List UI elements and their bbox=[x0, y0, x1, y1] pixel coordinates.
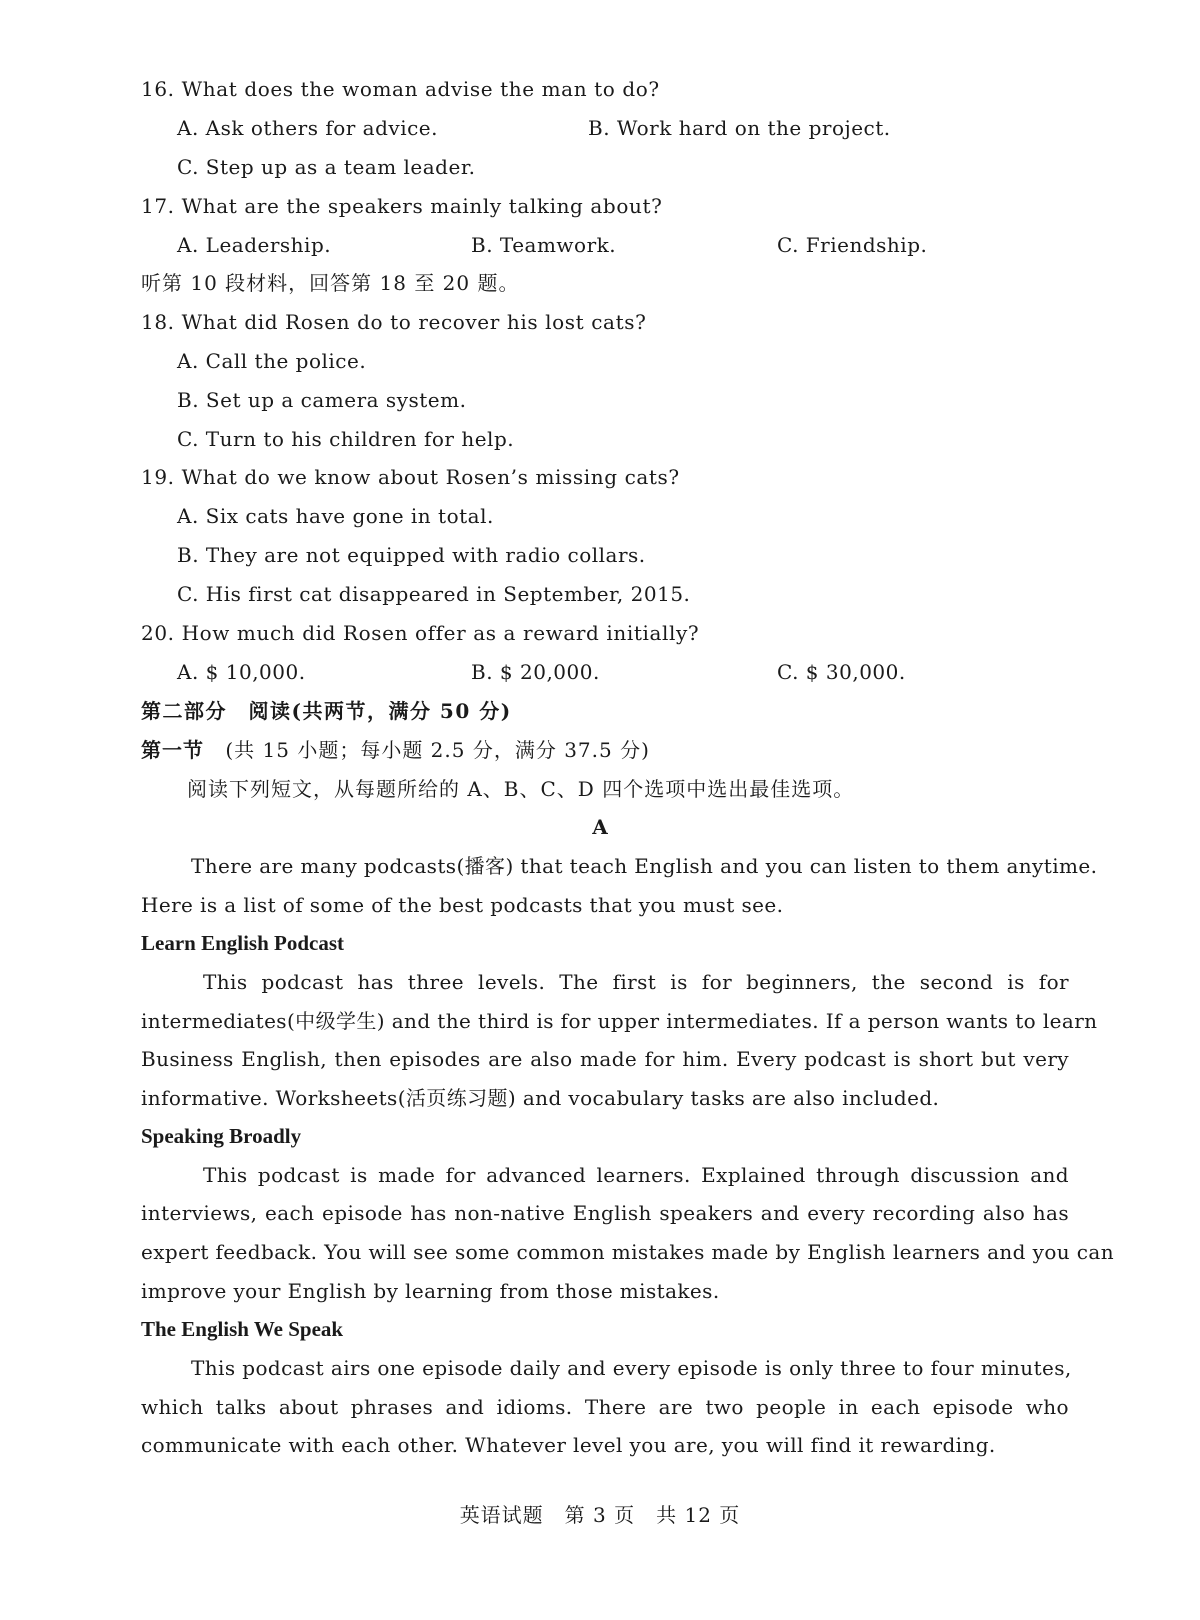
question-19-option-a: A. Six cats have gone in total. bbox=[177, 504, 494, 528]
question-18-option-b: B. Set up a camera system. bbox=[177, 388, 467, 412]
question-20-option-b: B. $ 20,000. bbox=[471, 660, 600, 684]
podcast-title-learn-english: Learn English Podcast bbox=[141, 931, 345, 955]
podcast-2-line-1: This podcast is made for advanced learners. Explained through discussion and bbox=[203, 1163, 1069, 1187]
question-19-option-b: B. They are not equipped with radio collars. bbox=[177, 543, 646, 567]
podcast-2-line-3: expert feedback. You will see some common mistakes made by English learners and you can bbox=[141, 1240, 1115, 1264]
podcast-2-line-2: interviews, each episode has non-native English speakers and every recording also has bbox=[141, 1201, 1069, 1225]
podcast-3-line-1: This podcast airs one episode daily and every episode is only three to four minutes, bbox=[191, 1356, 1072, 1380]
part-2-title: 第二部分 阅读(共两节，满分 50 分) bbox=[141, 699, 512, 723]
question-17-stem: 17. What are the speakers mainly talking about? bbox=[141, 194, 663, 218]
passage-intro-line-2: Here is a list of some of the best podcasts that you must see. bbox=[141, 893, 784, 917]
podcast-1-line-4: informative. Worksheets(活页练习题) and vocabulary tasks are also included. bbox=[141, 1086, 940, 1110]
podcast-2-line-4: improve your English by learning from those mistakes. bbox=[141, 1279, 720, 1303]
question-16-option-a: A. Ask others for advice. bbox=[177, 116, 438, 140]
question-16-option-c: C. Step up as a team leader. bbox=[177, 155, 476, 179]
podcast-1-line-1: This podcast has three levels. The first is for beginners, the second is for bbox=[203, 970, 1069, 994]
question-20-option-c: C. $ 30,000. bbox=[777, 660, 906, 684]
question-16-option-b: B. Work hard on the project. bbox=[588, 116, 891, 140]
page-footer: 英语试题 第 3 页 共 12 页 bbox=[459, 1503, 741, 1527]
podcast-3-line-2: which talks about phrases and idioms. There are two people in each episode who bbox=[141, 1395, 1069, 1419]
question-20-stem: 20. How much did Rosen offer as a reward initially? bbox=[141, 621, 700, 645]
question-17-option-b: B. Teamwork. bbox=[471, 233, 617, 257]
podcast-1-line-3: Business English, then episodes are also made for him. Every podcast is short but very bbox=[141, 1047, 1069, 1071]
question-17-option-a: A. Leadership. bbox=[177, 233, 332, 257]
podcast-title-speaking-broadly: Speaking Broadly bbox=[141, 1124, 302, 1148]
podcast-title-english-we-speak: The English We Speak bbox=[141, 1317, 344, 1341]
question-18-option-c: C. Turn to his children for help. bbox=[177, 427, 515, 451]
question-18-option-a: A. Call the police. bbox=[177, 349, 367, 373]
listening-section-10-instruction: 听第 10 段材料，回答第 18 至 20 题。 bbox=[141, 271, 520, 295]
question-16-stem: 16. What does the woman advise the man to do? bbox=[141, 77, 660, 101]
section-1-label: 第一节 bbox=[141, 738, 204, 762]
question-20-option-a: A. $ 10,000. bbox=[177, 660, 306, 684]
question-17-option-c: C. Friendship. bbox=[777, 233, 928, 257]
question-18-stem: 18. What did Rosen do to recover his lost cats? bbox=[141, 310, 647, 334]
section-1-instruction: 阅读下列短文，从每题所给的 A、B、C、D 四个选项中选出最佳选项。 bbox=[187, 777, 855, 801]
passage-intro-line-1: There are many podcasts(播客) that teach English and you can listen to them anytime. bbox=[191, 854, 1098, 878]
podcast-3-line-3: communicate with each other. Whatever level you are, you will find it rewarding. bbox=[141, 1433, 996, 1457]
section-1-heading bbox=[141, 737, 650, 763]
question-19-option-c: C. His first cat disappeared in September, 2015. bbox=[177, 582, 691, 606]
podcast-1-line-2: intermediates(中级学生) and the third is for upper intermediates. If a person wants to learn bbox=[141, 1009, 1098, 1033]
question-19-stem: 19. What do we know about Rosen’s missing cats? bbox=[141, 465, 680, 489]
passage-letter: A bbox=[592, 815, 608, 839]
section-1-detail: (共 15 小题；每小题 2.5 分，满分 37.5 分) bbox=[225, 738, 650, 762]
